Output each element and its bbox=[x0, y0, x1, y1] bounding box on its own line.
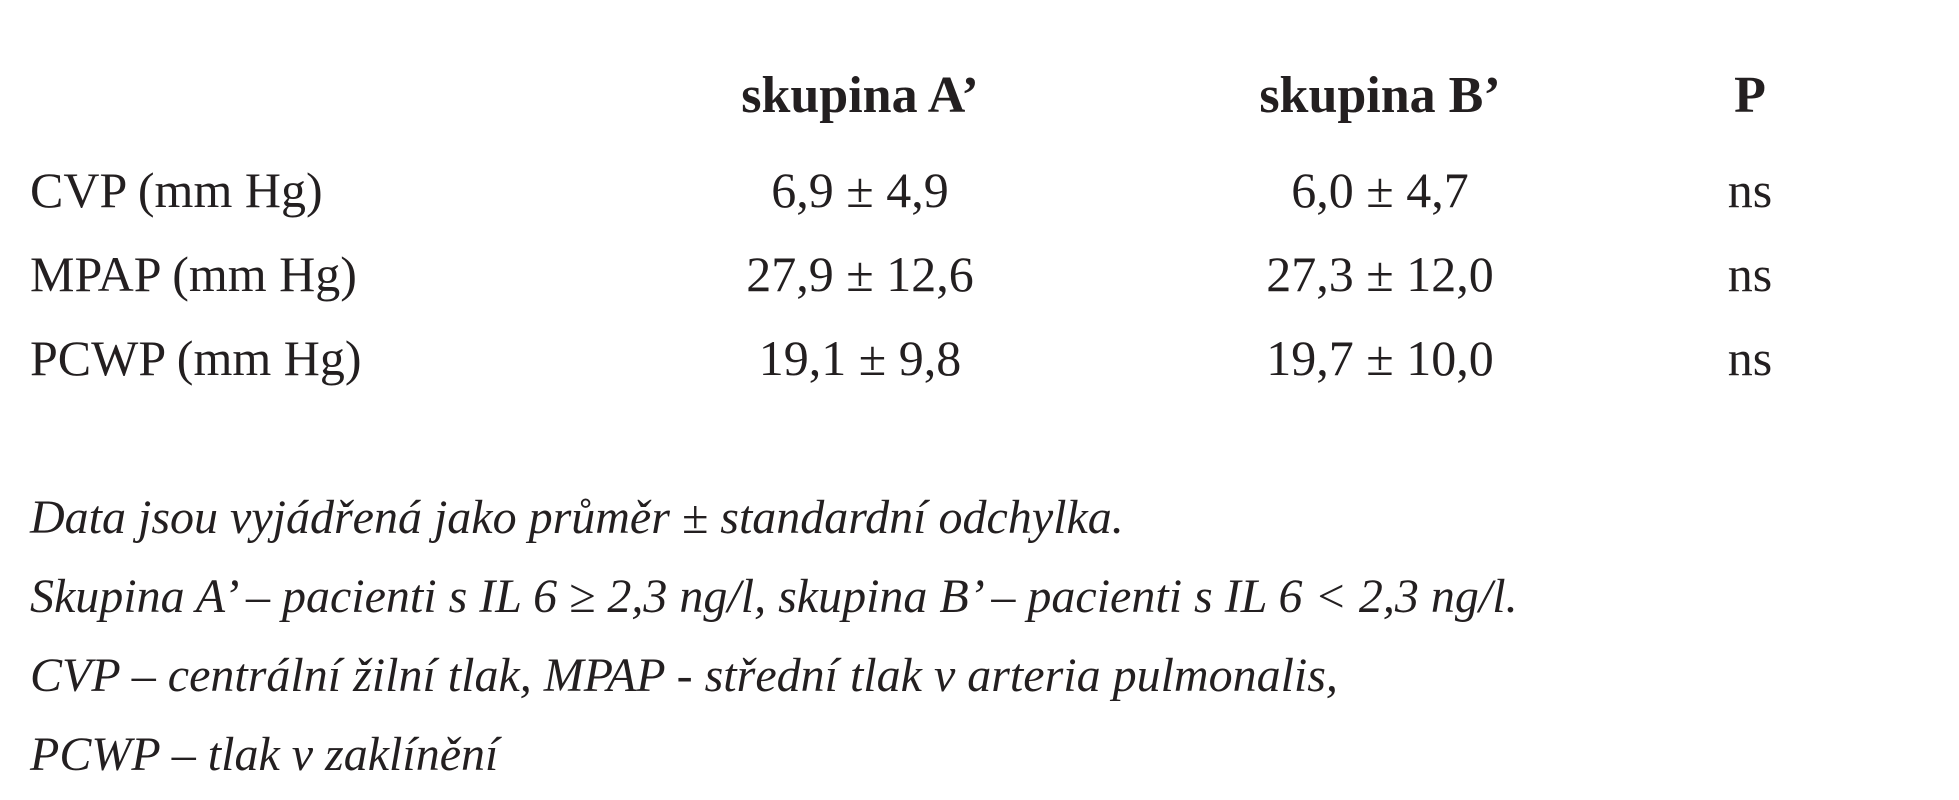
header-group-a: skupina A’ bbox=[741, 66, 979, 124]
footnote-abbreviations: CVP – centrální žilní tlak, MPAP - střední tlak v arteria pulmonalis, bbox=[30, 649, 1338, 702]
footnote-data-expression: Data jsou vyjádřená jako průměr ± standardní odchylka. bbox=[30, 491, 1124, 544]
cell-group-a: 19,1 ± 9,8 bbox=[758, 330, 962, 386]
table-header-row bbox=[30, 42, 1930, 148]
table-row bbox=[30, 232, 1930, 316]
cell-p-value: ns bbox=[1727, 330, 1773, 386]
table-row bbox=[30, 316, 1930, 400]
cell-group-a: 27,9 ± 12,6 bbox=[746, 246, 974, 302]
row-label: MPAP (mm Hg) bbox=[30, 246, 357, 302]
row-label: CVP (mm Hg) bbox=[30, 162, 323, 218]
cell-spacer bbox=[1050, 316, 1190, 400]
footnote-abbreviations-cont: PCWP – tlak v zaklínění bbox=[30, 728, 499, 781]
table-row bbox=[30, 148, 1930, 232]
row-label: PCWP (mm Hg) bbox=[30, 330, 362, 386]
table-footnotes bbox=[30, 478, 1518, 794]
cell-group-b: 6,0 ± 4,7 bbox=[1291, 162, 1469, 218]
cell-group-b: 19,7 ± 10,0 bbox=[1266, 330, 1494, 386]
footnote-group-definitions: Skupina A’ – pacienti s IL 6 ≥ 2,3 ng/l, skupina B’ – pacienti s IL 6 < 2,3 ng/l. bbox=[30, 570, 1518, 623]
hemodynamics-table bbox=[30, 42, 1930, 400]
header-group-b: skupina B’ bbox=[1259, 66, 1501, 124]
cell-group-a: 6,9 ± 4,9 bbox=[771, 162, 949, 218]
cell-p-value: ns bbox=[1727, 162, 1773, 218]
header-spacer bbox=[1050, 42, 1190, 148]
cell-spacer bbox=[1050, 148, 1190, 232]
cell-spacer bbox=[1050, 232, 1190, 316]
header-p-value: P bbox=[1734, 66, 1766, 124]
header-parameter bbox=[30, 42, 670, 148]
cell-group-b: 27,3 ± 12,0 bbox=[1266, 246, 1494, 302]
cell-p-value: ns bbox=[1727, 246, 1773, 302]
